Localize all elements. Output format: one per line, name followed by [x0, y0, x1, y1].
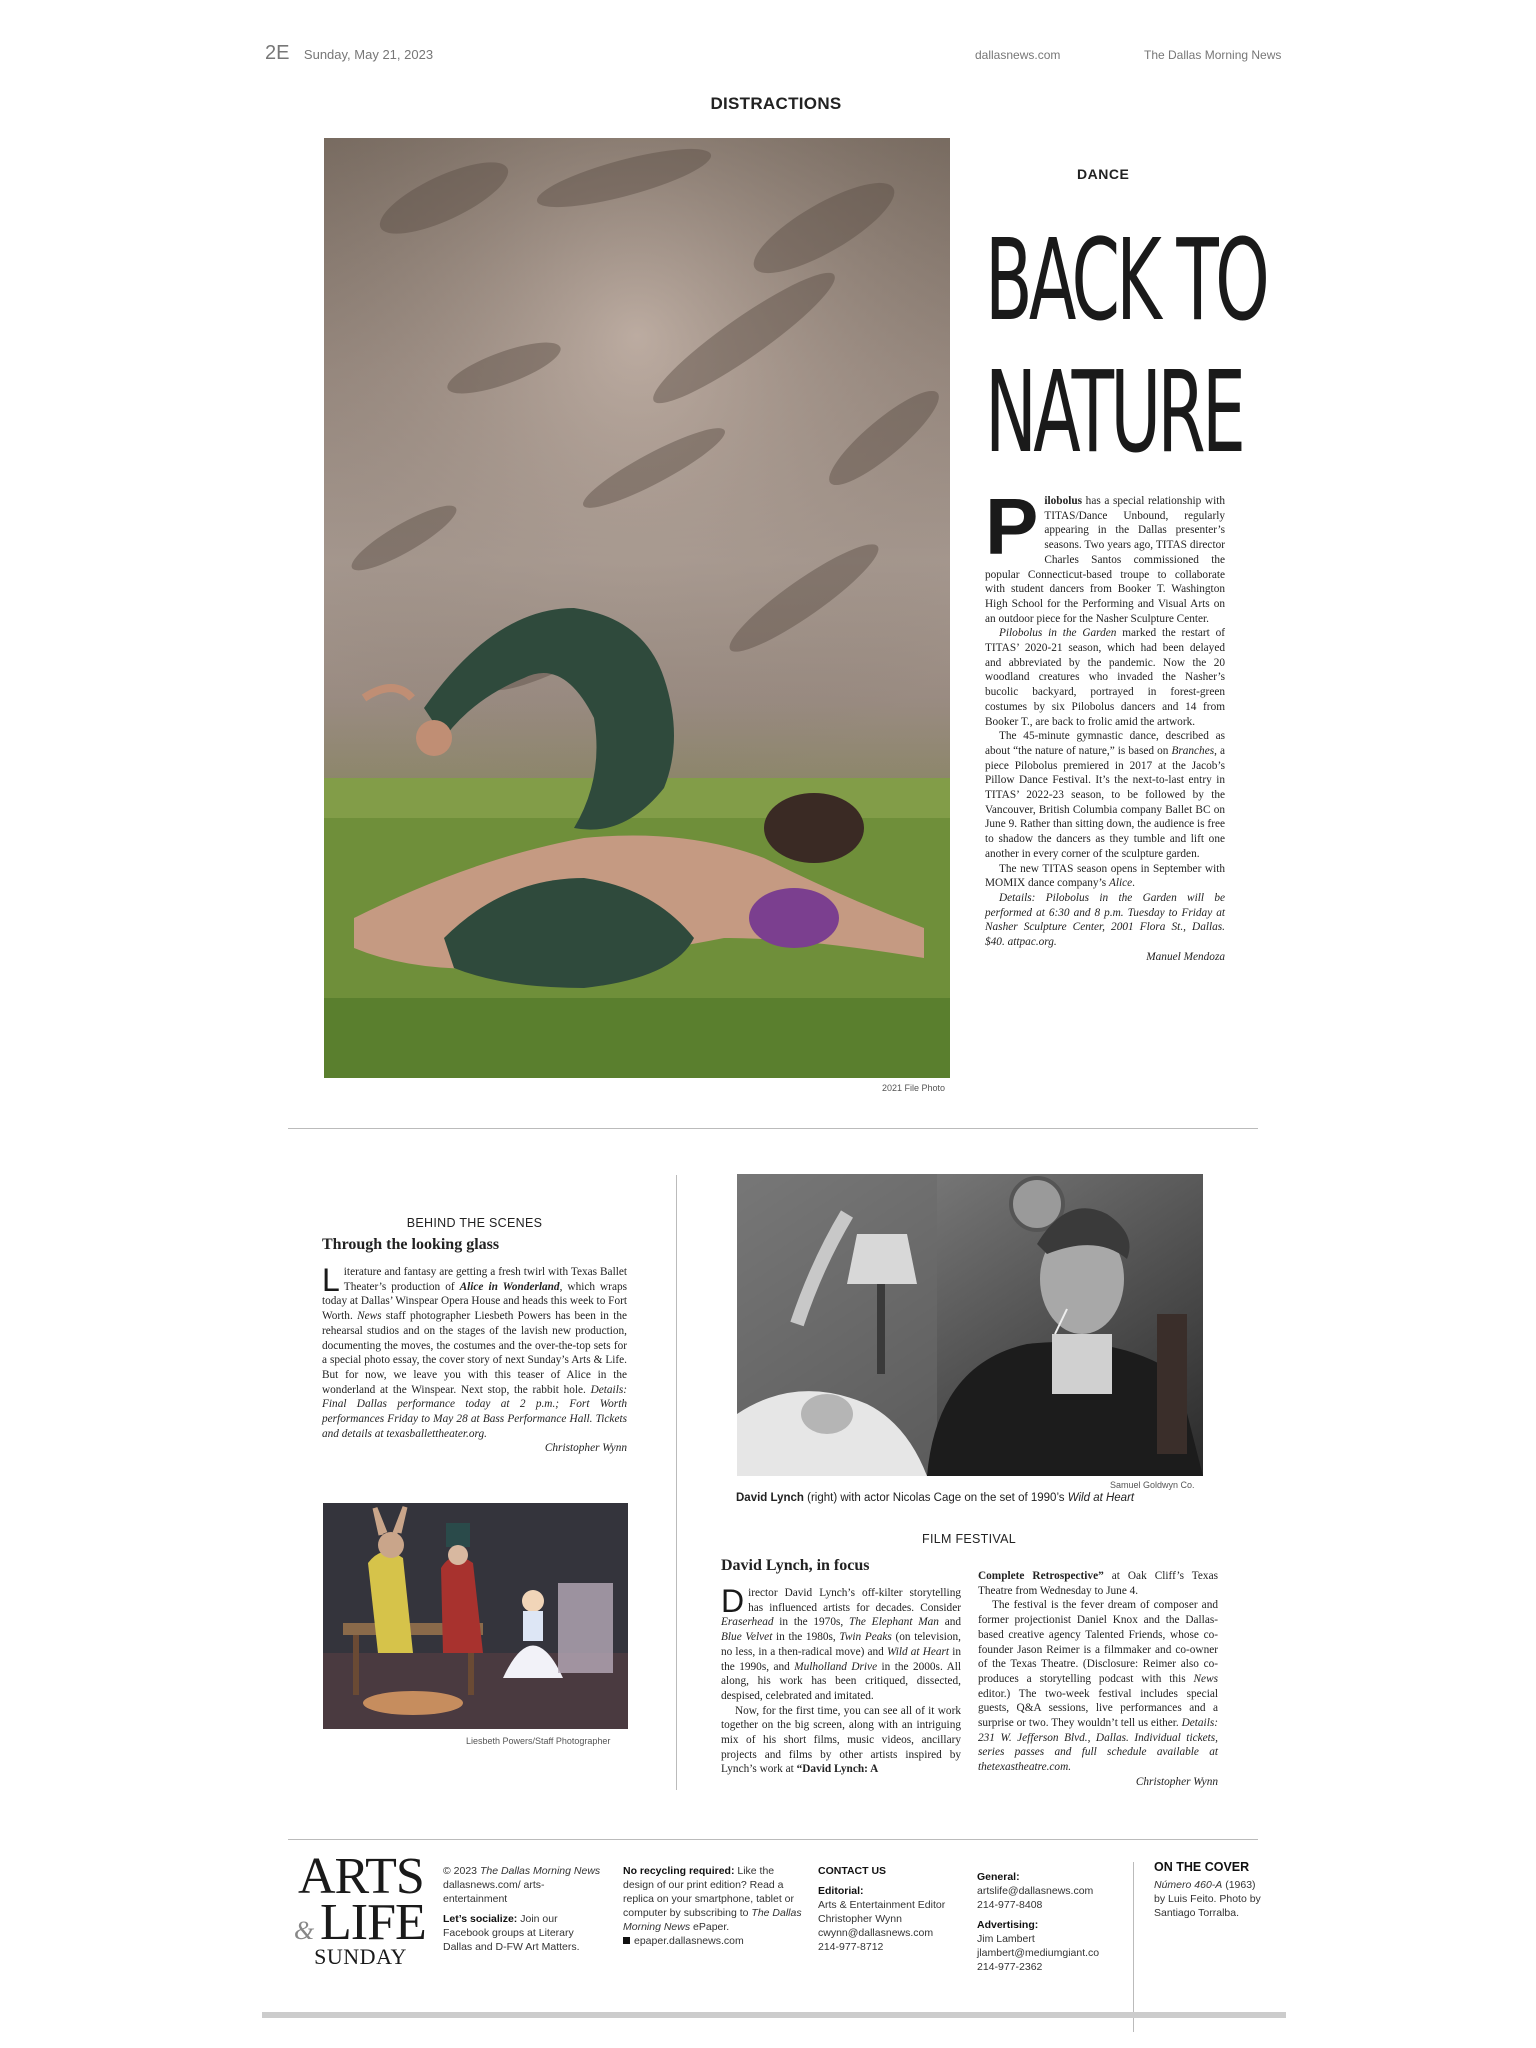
page-date: Sunday, May 21, 2023: [303, 47, 434, 62]
dancers-photo: [324, 138, 950, 1078]
footer-recycling: [623, 1864, 803, 1948]
lynch-photo: [737, 1174, 1203, 1476]
film-title: Wild at Heart: [1067, 1492, 1135, 1504]
paragraph-text: marked the restart of TITAS’ 2020-21 season, which had been delayed and abbreviated by the pandemic. Now the 20 woodland creatures who invaded the Nasher’s bucolic backyard, portrayed in forest-green costumes by six Pilobolus dancers and 14 from Booker T., are back to frolic amid the artwork.: [985, 627, 1226, 728]
film-details: Details: 231 W. Jefferson Blvd., Dallas. Individual tickets, series passes and full schedule available at thetexastheatre.com.: [978, 1717, 1218, 1774]
footer-cover: [1154, 1860, 1264, 1920]
copyright-text: © 2023: [443, 1865, 480, 1877]
photo-credit: 2021 File Photo: [882, 1083, 946, 1093]
paragraph-text: in the 1980s,: [772, 1631, 840, 1644]
story-paragraph: [721, 1704, 961, 1778]
film-title: The Elephant Man: [848, 1616, 939, 1629]
recycling-text: ePaper.: [690, 1921, 730, 1933]
general-email[interactable]: artslife@dallasnews.com: [977, 1885, 1094, 1897]
bts-body: [322, 1262, 628, 1456]
alice-photo: [323, 1503, 628, 1729]
story-body: [985, 482, 1226, 965]
advertising-phone: 214-977-2362: [977, 1961, 1043, 1973]
logo-sunday: SUNDAY: [314, 1944, 407, 1969]
paragraph-text: and: [938, 1616, 962, 1629]
general-heading: General:: [977, 1871, 1020, 1883]
editor-title: Arts & Entertainment Editor: [818, 1899, 946, 1911]
cover-text: (1963) by Luis Feito. Photo by Santiago Torralba.: [1154, 1879, 1261, 1919]
advertising-name: Jim Lambert: [977, 1933, 1035, 1945]
footer-column-divider: [1133, 1862, 1134, 2032]
editor-email[interactable]: cwynn@dallasnews.com: [818, 1927, 934, 1939]
bts-kicker: BEHIND THE SCENES: [406, 1216, 543, 1230]
story-paragraph: [985, 862, 1225, 891]
paragraph-text: The 45-minute gymnastic dance, described as about “the nature of nature,” is based on: [985, 730, 1225, 757]
bts-headline: Through the looking glass: [322, 1236, 500, 1253]
paragraph-text: has a special relationship with TITAS/Dance Unbound, regularly appearing in the Dallas presenter’s seasons. Two years ago, TITAS director Charles Santos commissioned the popular Connecticut-based troupe to collaborate with student dancers from Booker T. Washington High School for the Performing and Visual Arts on an outdoor piece for the Nasher Sculpture Center.: [985, 495, 1225, 625]
work-title: Alice: [1108, 877, 1133, 890]
story-paragraph: [985, 482, 1225, 626]
film-kicker: FILM FESTIVAL: [922, 1532, 1016, 1546]
show-title: Alice in Wonderland: [459, 1280, 560, 1293]
film-title: Twin Peaks: [839, 1631, 892, 1644]
epaper-link[interactable]: epaper.dallasnews.com: [634, 1935, 744, 1947]
paper-ref: News: [1193, 1672, 1218, 1685]
story-paragraph: [978, 1569, 1218, 1598]
advertising-heading: Advertising:: [977, 1919, 1039, 1931]
square-bullet-icon: [623, 1937, 630, 1944]
paragraph-text: irector David Lynch’s off-kilter storytelling has influenced artists for decades. Consider: [748, 1587, 961, 1614]
footer-contact: [818, 1864, 963, 1954]
photo-caption: [736, 1492, 1134, 1504]
story-paragraph: [985, 626, 1225, 729]
bts-details: Details: Final Dallas performance today at 2 p.m.; Fort Worth performances Friday to May 28 at Bass Performance Hall. Tickets and details at texasballettheater.org.: [322, 1383, 627, 1440]
story-paragraph: [978, 1598, 1218, 1774]
recycling-heading: No recycling required:: [623, 1865, 735, 1877]
event-name: Complete Retrospective”: [978, 1570, 1104, 1582]
event-name: “David Lynch: A: [796, 1763, 879, 1776]
paragraph-text: , which wraps today at Dallas’ Winspear Opera House and heads this week to Fort Worth.: [322, 1280, 628, 1323]
page-folio: [265, 42, 433, 65]
film-title: Mulholland Drive: [794, 1660, 878, 1673]
film-title: Blue Velvet: [721, 1631, 773, 1644]
paragraph-text: .: [1132, 877, 1135, 890]
cover-heading: ON THE COVER: [1154, 1860, 1250, 1874]
show-title: Pilobolus in the Garden: [999, 627, 1117, 640]
recycling-text: Like the design of our print edition? Read a replica on your smartphone, tablet or computer by subscribing to: [623, 1865, 795, 1919]
paragraph-text: in the 1970s,: [773, 1616, 849, 1629]
paragraph-text: (on television, no less, in a then-radical move) and: [721, 1631, 961, 1658]
site-url: dallasnews.com: [975, 48, 1061, 62]
headline-line-2: NATURE: [985, 348, 1243, 478]
lead-bold: ilobolus: [1044, 495, 1083, 507]
editor-phone: 214-977-8712: [818, 1941, 884, 1953]
work-title: Branches: [1171, 744, 1215, 757]
film-body-col-2: [978, 1569, 1218, 1790]
story-paragraph: [985, 729, 1225, 861]
general-phone: 214-977-8408: [977, 1899, 1043, 1911]
logo-arts: ARTS: [298, 1848, 424, 1905]
film-headline: David Lynch, in focus: [721, 1557, 870, 1574]
copyright-paper: The Dallas Morning News: [479, 1865, 601, 1877]
editor-name: Christopher Wynn: [818, 1913, 902, 1925]
paragraph-text: in the 2000s. All along, his work has been critiqued, dissected, despised, celebrated and imitated.: [721, 1660, 962, 1702]
paragraph-text: , a piece Pilobolus premiered in 2017 at the Jacob’s Pillow Dance Festival. It’s the next-to-last entry in TITAS’ 2022-23 season, to be followed by the Vancouver, British Columbia company Ballet BC on June 9. Rather than sitting down, the audience is free to shadow the dancers as they tumble and lift one another in every corner of the sculpture garden.: [985, 744, 1225, 860]
photo-credit: Liesbeth Powers/Staff Photographer: [466, 1736, 611, 1746]
section-url[interactable]: dallasnews.com/ arts-entertainment: [443, 1879, 545, 1905]
story-headline: [985, 215, 1267, 479]
social-heading: Let’s socialize:: [443, 1913, 518, 1925]
headline-line-1: BACK TO: [985, 216, 1267, 346]
arts-life-logo: [294, 1848, 426, 1969]
drop-cap: P: [985, 482, 1039, 571]
film-title: Eraserhead: [721, 1616, 774, 1629]
alice-illustration: [323, 1503, 628, 1729]
footer-general: [977, 1864, 1127, 1974]
dancers-illustration: [324, 138, 950, 1078]
caption-name: David Lynch: [736, 1492, 804, 1504]
film-byline: Christopher Wynn: [1135, 1775, 1218, 1788]
photo-credit: Samuel Goldwyn Co.: [1110, 1480, 1195, 1490]
paragraph-text: Now, for the first time, you can see all of it work together on the big screen, along with an intriguing mix of his short films, music videos, ancillary projects and films by other artists inspired by Lynch’s work at: [721, 1704, 961, 1776]
paragraph-text: The festival is the fever dream of composer and former projectionist Daniel Knox and the Dallas-based creative agency Talented Friends, whose co-founder Jason Reimer is a filmmaker and co-owner of the Texas Theatre. (Disclosure: Reimer also co-produces a storytelling podcast with this: [978, 1599, 1218, 1685]
story-paragraph: [721, 1583, 962, 1704]
logo-ampersand: &: [294, 1916, 315, 1945]
editorial-heading: Editorial:: [818, 1885, 864, 1897]
section-divider: [288, 1128, 1258, 1129]
caption-text: (right) with actor Nicolas Cage on the set of 1990’s: [803, 1492, 1068, 1504]
film-body-col-1: [721, 1583, 962, 1777]
story-byline: Manuel Mendoza: [1146, 950, 1225, 963]
paragraph-text: editor.) The two-week festival includes special guests, Q&A sessions, live performances and a surprise or two. They wouldn’t tell us either.: [978, 1687, 1218, 1730]
paper-name: The Dallas Morning News: [1144, 48, 1282, 62]
section-title: DISTRACTIONS: [710, 94, 842, 113]
film-title: Wild at Heart: [886, 1645, 950, 1658]
paragraph-text: at Oak Cliff’s Texas Theatre from Wednesday to June 4.: [978, 1570, 1218, 1597]
recycling-paper: The Dallas Morning News: [623, 1907, 802, 1933]
contact-heading: CONTACT US: [818, 1865, 887, 1877]
footer-copyright: [443, 1864, 603, 1954]
bts-byline: Christopher Wynn: [544, 1442, 627, 1455]
paragraph-text: staff photographer Liesbeth Powers has been in the rehearsal studios and on the stages of the lavish new production, documenting the moves, the costumes and the over-the-top sets for a special photo essay, the cover story of next Sunday’s Arts & Life. But for now, we leave you with this teaser of Alice in the wonderland at the Winspear. Next stop, the rabbit hole.: [322, 1310, 627, 1396]
logo-life: LIFE: [320, 1894, 426, 1951]
paper-ref: News: [357, 1310, 382, 1323]
paragraph-text: in the 1990s, and: [721, 1645, 962, 1673]
social-text: Join our Facebook groups at Literary Dallas and D-FW Art Matters.: [443, 1913, 580, 1953]
story-details: Details: Pilobolus in the Garden will be performed at 6:30 and 8 p.m. Tuesday to Friday at Nasher Sculpture Center, 2001 Flora St., Dallas. $40. attpac.org.: [985, 891, 1225, 949]
paragraph-text: The new TITAS season opens in September with MOMIX dance company’s: [985, 862, 1225, 890]
drop-cap: D: [721, 1583, 745, 1619]
advertising-email[interactable]: jlambert@mediumgiant.co: [977, 1947, 1100, 1959]
column-divider: [676, 1175, 677, 1790]
cover-work-title: Número 460-A: [1154, 1879, 1223, 1891]
story-kicker: DANCE: [1077, 166, 1130, 182]
footer-divider: [288, 1839, 1258, 1840]
page-number: 2E: [265, 42, 290, 64]
page-bottom-bar: [262, 2012, 1286, 2018]
drop-cap: L: [322, 1262, 340, 1298]
paragraph-text: iterature and fantasy are getting a fresh twirl with Texas Ballet Theater’s production of: [343, 1266, 627, 1293]
lynch-illustration: [737, 1174, 1203, 1476]
